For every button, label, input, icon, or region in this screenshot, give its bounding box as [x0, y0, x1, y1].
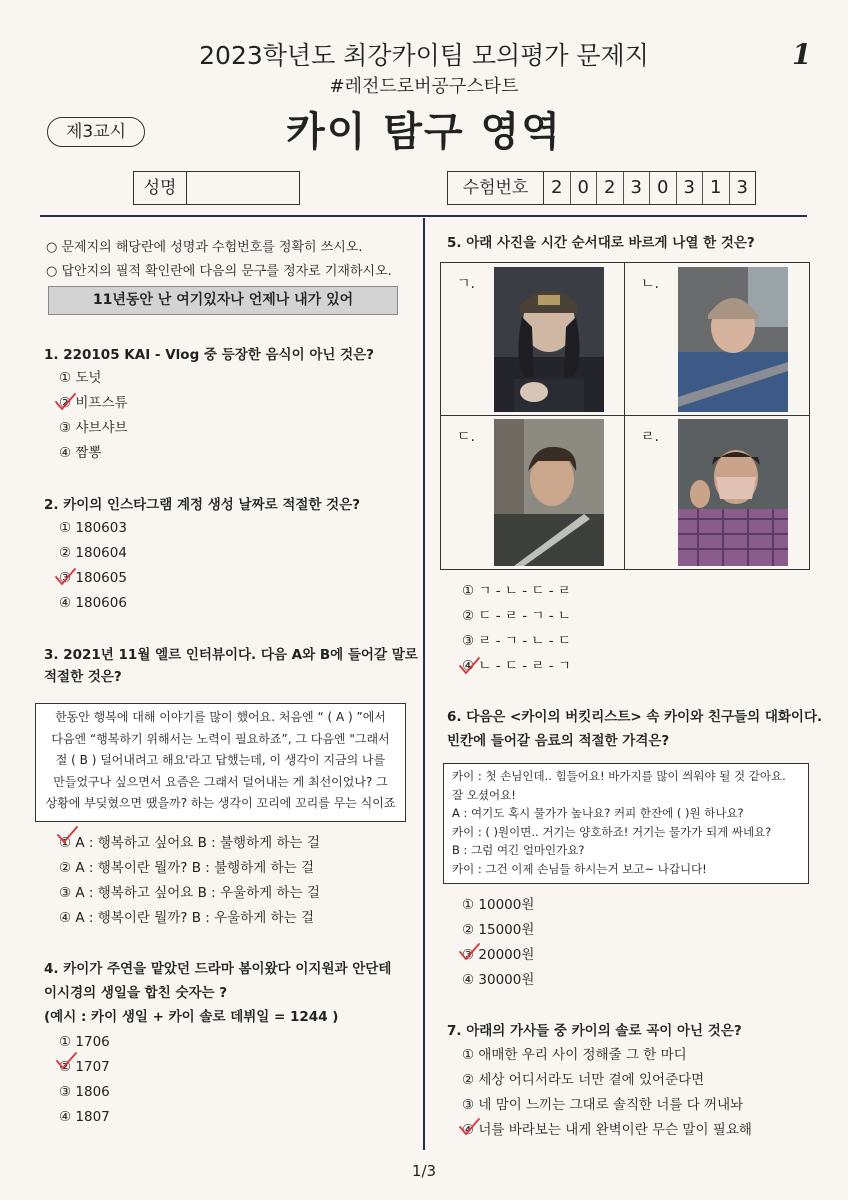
- q1-option-3[interactable]: ③ 샤브샤브: [59, 420, 128, 436]
- check-mark-icon: [458, 943, 480, 961]
- q6-dialogue-box: [443, 763, 809, 884]
- dialogue-line: 카이 : 그건 이제 손님들 하시는거 보고~ 나갑니다!: [452, 861, 707, 876]
- passage-line: 한동안 행복에 대해 이야기를 많이 했어요. 처음엔 “ ( A ) ”에서: [55, 710, 386, 724]
- question-5-stem: 5. 아래 사진을 시간 순서대로 바르게 나열 한 것은?: [447, 235, 755, 251]
- subject-title: 카이 탐구 영역: [286, 109, 562, 155]
- q5-option-1[interactable]: ① ㄱ - ㄴ - ㄷ - ㄹ: [462, 583, 571, 599]
- exam-number-digit: 3: [736, 177, 748, 198]
- dialogue-line: 카이 : ( )원이면.. 거기는 양호하죠! 거기는 물가가 되게 싸네요?: [452, 824, 772, 839]
- dialogue-line: 잘 오셨어요!: [452, 787, 516, 802]
- photo-label: ㄴ.: [641, 276, 659, 292]
- exam-number-digit: 1: [703, 172, 730, 204]
- check-mark-icon: [55, 1052, 77, 1070]
- dialogue-line: A : 여기도 혹시 물가가 높나요? 커피 한잔에 ( )원 하나요?: [452, 806, 744, 820]
- passage-line: 다음엔 “행복하기 위해서는 노력이 필요하죠”, 그 다음엔 "그래서: [51, 731, 390, 746]
- q4-option-3[interactable]: ③ 1806: [59, 1084, 110, 1100]
- name-label: 성명: [134, 172, 187, 204]
- passage-line: 상황에 부딪혔으면 땠을까? 하는 생각이 꼬리에 꼬리를 무는 식이죠: [45, 796, 396, 810]
- photo-grid: [440, 262, 810, 570]
- passage-line: 절 ( B ) 덜어내려고 해요'라고 답했는데, 이 생각이 지금의 나를: [55, 753, 386, 767]
- q7-option-3[interactable]: ③ 네 맘이 느끼는 그대로 솔직한 너를 다 꺼내놔: [462, 1097, 744, 1113]
- question-1-stem: 1. 220105 KAI - Vlog 중 등장한 음식이 아닌 것은?: [44, 347, 375, 363]
- exam-number-digit: 3: [624, 172, 651, 204]
- q1-option-2[interactable]: ② 비프스튜: [59, 395, 128, 411]
- exam-number-digit: 2: [544, 172, 571, 204]
- q5-option-3[interactable]: ③ ㄹ - ㄱ - ㄴ - ㄷ: [462, 633, 571, 649]
- q3-passage-box: [35, 703, 406, 822]
- q7-option-4[interactable]: ④ 너를 바라보는 내게 완벽이란 무슨 말이 필요해: [462, 1122, 752, 1138]
- page-number: 1: [792, 38, 812, 71]
- selfie-photo-mask: [678, 419, 788, 566]
- question-3-stem-continued: 적절한 것은?: [44, 669, 122, 685]
- q3-option-2[interactable]: ② A : 행복이란 뭘까? B : 불행하게 하는 걸: [59, 860, 315, 876]
- photo-cell-a: [441, 263, 625, 416]
- q6-option-3[interactable]: ③ 20000원: [462, 947, 535, 963]
- header-rule: [40, 215, 807, 217]
- q6-option-1[interactable]: ① 10000원: [462, 897, 535, 913]
- q2-option-2[interactable]: ② 180604: [59, 545, 127, 561]
- q1-option-1[interactable]: ① 도넛: [59, 370, 102, 386]
- question-6-stem: 6. 다음은 <카이의 버킷리스트> 속 카이와 친구들의 대화이다.: [447, 709, 823, 725]
- q3-option-4[interactable]: ④ A : 행복이란 뭘까? B : 우울하게 하는 걸: [59, 910, 315, 926]
- column-divider: [423, 218, 425, 1150]
- q3-option-1[interactable]: ① A : 행복하고 싶어요 B : 불행하게 하는 걸: [59, 835, 320, 851]
- q6-option-4[interactable]: ④ 30000원: [462, 972, 535, 988]
- photo-label: ㄱ.: [457, 276, 475, 292]
- check-mark-icon: [54, 568, 76, 586]
- selfie-photo-beanie: [678, 267, 788, 412]
- selfie-photo-cap: [494, 267, 604, 412]
- q6-option-2[interactable]: ② 15000원: [462, 922, 535, 938]
- instruction-line: ○ 답안지의 필적 확인란에 다음의 문구를 정자로 기재하시오.: [46, 264, 392, 279]
- check-mark-icon: [458, 657, 480, 675]
- q4-option-4[interactable]: ④ 1807: [59, 1109, 110, 1125]
- period-badge: 제3교시: [47, 117, 145, 147]
- dialogue-line: 카이 : 첫 손님인데.. 힘들어요! 바가지를 많이 씌워야 될 것 같아요.: [452, 769, 786, 783]
- q7-option-2[interactable]: ② 세상 어디서라도 너만 곁에 있어준다면: [462, 1072, 705, 1088]
- check-mark-icon: [56, 826, 78, 844]
- dialogue-line: B : 그럼 여긴 얼마인가요?: [452, 843, 585, 857]
- selfie-photo-car: [494, 419, 604, 566]
- q4-option-2[interactable]: ② 1707: [59, 1059, 110, 1075]
- exam-subtitle: #레전드로버공구스타트: [329, 76, 519, 97]
- question-4-example: (예시 : 카이 생일 + 카이 솔로 데뷔일 = 1244 ): [44, 1009, 339, 1025]
- exam-number-label: 수험번호: [448, 172, 544, 204]
- question-2-stem: 2. 카이의 인스타그램 계정 생성 날짜로 적절한 것은?: [44, 497, 361, 513]
- exam-number-digit: 0: [571, 172, 598, 204]
- q3-option-3[interactable]: ③ A : 행복하고 싶어요 B : 우울하게 하는 걸: [59, 885, 320, 901]
- instruction-line: ○ 문제지의 해당란에 성명과 수험번호를 정확히 쓰시오.: [46, 240, 363, 255]
- q5-option-2[interactable]: ② ㄷ - ㄹ - ㄱ - ㄴ: [462, 608, 571, 624]
- exam-number-digit: 2: [597, 172, 624, 204]
- exam-number-box: [447, 171, 756, 205]
- photo-cell-c: [441, 416, 625, 569]
- q2-option-3[interactable]: ③ 180605: [59, 570, 127, 586]
- q7-option-1[interactable]: ① 애매한 우리 사이 정해줄 그 한 마디: [462, 1047, 687, 1063]
- photo-label: ㄷ.: [457, 429, 475, 445]
- page-footer: 1/3: [411, 1162, 437, 1180]
- question-3-stem: 3. 2021년 11월 엘르 인터뷰이다. 다음 A와 B에 들어갈 말로: [44, 647, 418, 663]
- photo-cell-b: [625, 263, 809, 416]
- q2-option-4[interactable]: ④ 180606: [59, 595, 127, 611]
- photo-label: ㄹ.: [641, 429, 659, 445]
- question-6-stem-continued: 빈칸에 들어갈 음료의 적절한 가격은?: [447, 733, 670, 749]
- exam-number-digit: 3: [677, 172, 704, 204]
- exam-title: 2023학년도 최강카이팀 모의평가 문제지: [199, 41, 649, 70]
- q2-option-1[interactable]: ① 180603: [59, 520, 127, 536]
- handwriting-phrase: 11년동안 난 여기있자나 언제나 내가 있어: [48, 286, 398, 315]
- q4-option-1[interactable]: ① 1706: [59, 1034, 110, 1050]
- name-field[interactable]: [187, 172, 299, 204]
- check-mark-icon: [54, 393, 76, 411]
- question-7-stem: 7. 아래의 가사들 중 카이의 솔로 곡이 아닌 것은?: [447, 1023, 742, 1039]
- question-4-stem-continued: 이시경의 생일을 합친 숫자는 ?: [44, 985, 228, 1001]
- q1-option-4[interactable]: ④ 짬뽕: [59, 445, 102, 461]
- q5-option-4[interactable]: ④ ㄴ - ㄷ - ㄹ - ㄱ: [462, 658, 571, 674]
- question-4-stem: 4. 카이가 주연을 맡았던 드라마 봄이왔다 이지원과 안단테: [44, 961, 392, 977]
- passage-line: 만들었구나 싶으면서 요즘은 그래서 덜어내는 게 최선이었나? 그: [53, 774, 388, 789]
- check-mark-icon: [458, 1118, 480, 1136]
- photo-cell-d: [625, 416, 809, 569]
- exam-number-digit: 0: [650, 172, 677, 204]
- name-box: [133, 171, 300, 205]
